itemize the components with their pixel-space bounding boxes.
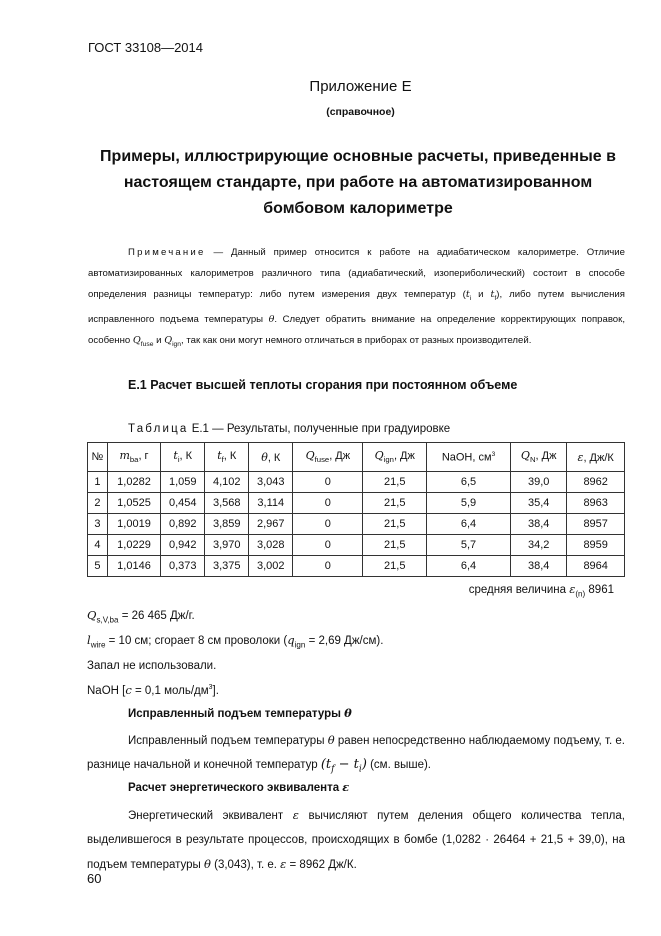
table-cell: 3,859	[205, 514, 249, 535]
table-cell: 0,454	[161, 493, 205, 514]
table-row	[88, 514, 625, 535]
col-header-naoh: NaOH, $см^3$	[427, 443, 511, 472]
average-value: средняя величина $\varepsilon_{(n)}$ 8961	[468, 582, 614, 599]
table-cell: 2,967	[249, 514, 293, 535]
table-cell: 0,373	[161, 556, 205, 577]
table-cell: 1,0525	[107, 493, 160, 514]
table-cell: 0	[293, 472, 363, 493]
section-heading: Е.1 Расчет высшей теплоты сгорания при постоянном объеме	[128, 378, 518, 392]
fuse-line: Запал не использовали.	[87, 660, 217, 672]
table-cell: 38,4	[511, 556, 567, 577]
table-cell: 8964	[567, 556, 625, 577]
appendix-title: Приложение Е	[309, 78, 412, 95]
table-cell: 5	[88, 556, 108, 577]
table-cell: 3	[88, 514, 108, 535]
main-title: Примеры, иллюстрирующие основные расчеты, приведенные в настоящем стандарте, при работе на автоматизированном бомбовом калориметре	[100, 148, 616, 217]
table-cell: 39,0	[511, 472, 567, 493]
table-cell: 1,059	[161, 472, 205, 493]
col-header-tf: $t_f$, К	[205, 443, 249, 472]
table-header-row	[88, 443, 625, 472]
table-cell: 6,5	[427, 472, 511, 493]
table-row	[88, 472, 625, 493]
table-cell: 4,102	[205, 472, 249, 493]
table-row	[88, 493, 625, 514]
col-header-qign: $Q_{ign}$, Дж	[363, 443, 427, 472]
table-cell: 21,5	[363, 472, 427, 493]
table-cell: 5,7	[427, 535, 511, 556]
col-header-theta: θ, К	[249, 443, 293, 472]
col-header-mass: $m_{ba}$, г	[107, 443, 160, 472]
table-cell: 21,5	[363, 535, 427, 556]
table-cell: 1,0229	[107, 535, 160, 556]
table-cell: 8963	[567, 493, 625, 514]
table-cell: 1,0282	[107, 472, 160, 493]
table-cell: 0,892	[161, 514, 205, 535]
page-number: 60	[87, 871, 102, 886]
table-cell: 38,4	[511, 514, 567, 535]
table-cell: 6,4	[427, 514, 511, 535]
table-cell: 5,9	[427, 493, 511, 514]
table-cell: 35,4	[511, 493, 567, 514]
table-cell: 0	[293, 556, 363, 577]
col-header-qn: $Q_N$, Дж	[511, 443, 567, 472]
table-cell: 3,028	[249, 535, 293, 556]
energy-equivalent-heading: Расчет энергетического эквивалента ε	[128, 780, 350, 794]
document-header: ГОСТ 33108—2014	[88, 40, 204, 55]
col-header-ti: $t_i$, К	[161, 443, 205, 472]
results-table	[87, 442, 625, 577]
table-cell: 8957	[567, 514, 625, 535]
energy-equivalent-paragraph: Энергетический эквивалент ε вычисляют путем деления общего количества тепла, выделившегося в результате процессов, происходящих в бомбе (1,0282 · 26464 + 21,5 + 39,0), на подъем температуры θ (3,043), т. е. ε = 8962 Дж/К.	[87, 808, 625, 871]
table-cell: 3,568	[205, 493, 249, 514]
table-cell: 21,5	[363, 556, 427, 577]
table-cell: 21,5	[363, 514, 427, 535]
table-cell: 21,5	[363, 493, 427, 514]
table-cell: 1,0146	[107, 556, 160, 577]
corrected-rise-heading: Исправленный подъем температуры θ	[128, 706, 352, 720]
table-cell: 3,970	[205, 535, 249, 556]
table-cell: 3,043	[249, 472, 293, 493]
note-label: Примечание	[128, 247, 206, 258]
table-cell: 8962	[567, 472, 625, 493]
heat-of-combustion-line: $Q_{s,V,ba} = 26$ 465 Дж/г.	[87, 608, 195, 625]
table-cell: 1,0019	[107, 514, 160, 535]
table-cell: 8959	[567, 535, 625, 556]
table-row	[88, 556, 625, 577]
col-header-no: №	[88, 443, 108, 472]
table-cell: 34,2	[511, 535, 567, 556]
table-cell: 1	[88, 472, 108, 493]
col-header-epsilon: ε, Дж/К	[567, 443, 625, 472]
wire-line: $l_{wire} = 10$ см; сгорает 8 см проволоки ($q_{ign} = 2,69$ Дж/см).	[87, 633, 384, 650]
note-paragraph: Примечание — Данный пример относится к работе на адиабатическом калориметре. Отличие автоматизированных калориметров различного типа (адиабатический, изопериболический) состоит в способе определения разницы температур: либо путем измерения двух температур ($t_i$ и $t_f$), либо путем вычисления исправленного подъема температуры θ. Следует обратить внимание на определение корректирующих поправок, особенно $Q_{fuse}$ и $Q_{ign}$, так как они могут немного отличаться в приборах от разных производителей.	[88, 247, 626, 348]
table-caption: Таблица Е.1 — Результаты, полученные при градуировке	[128, 423, 451, 435]
table-cell: 0,942	[161, 535, 205, 556]
table-cell: 3,375	[205, 556, 249, 577]
table-cell: 0	[293, 535, 363, 556]
table-cell: 3,002	[249, 556, 293, 577]
col-header-qfuse: $Q_{fuse}$, Дж	[293, 443, 363, 472]
table-cell: 2	[88, 493, 108, 514]
table-row	[88, 535, 625, 556]
naoh-line: NaOH [c = 0,1 моль/$дм^3$].	[87, 683, 219, 697]
table-cell: 0	[293, 493, 363, 514]
table-cell: 6,4	[427, 556, 511, 577]
appendix-subtitle: (справочное)	[326, 106, 395, 118]
corrected-rise-paragraph: Исправленный подъем температуры θ равен непосредственно наблюдаемому подъему, т. е. разнице начальной и конечной температур $(t_f - t_i)$ (см. выше).	[87, 733, 626, 775]
table-cell: 3,114	[249, 493, 293, 514]
table-cell: 4	[88, 535, 108, 556]
table-cell: 0	[293, 514, 363, 535]
